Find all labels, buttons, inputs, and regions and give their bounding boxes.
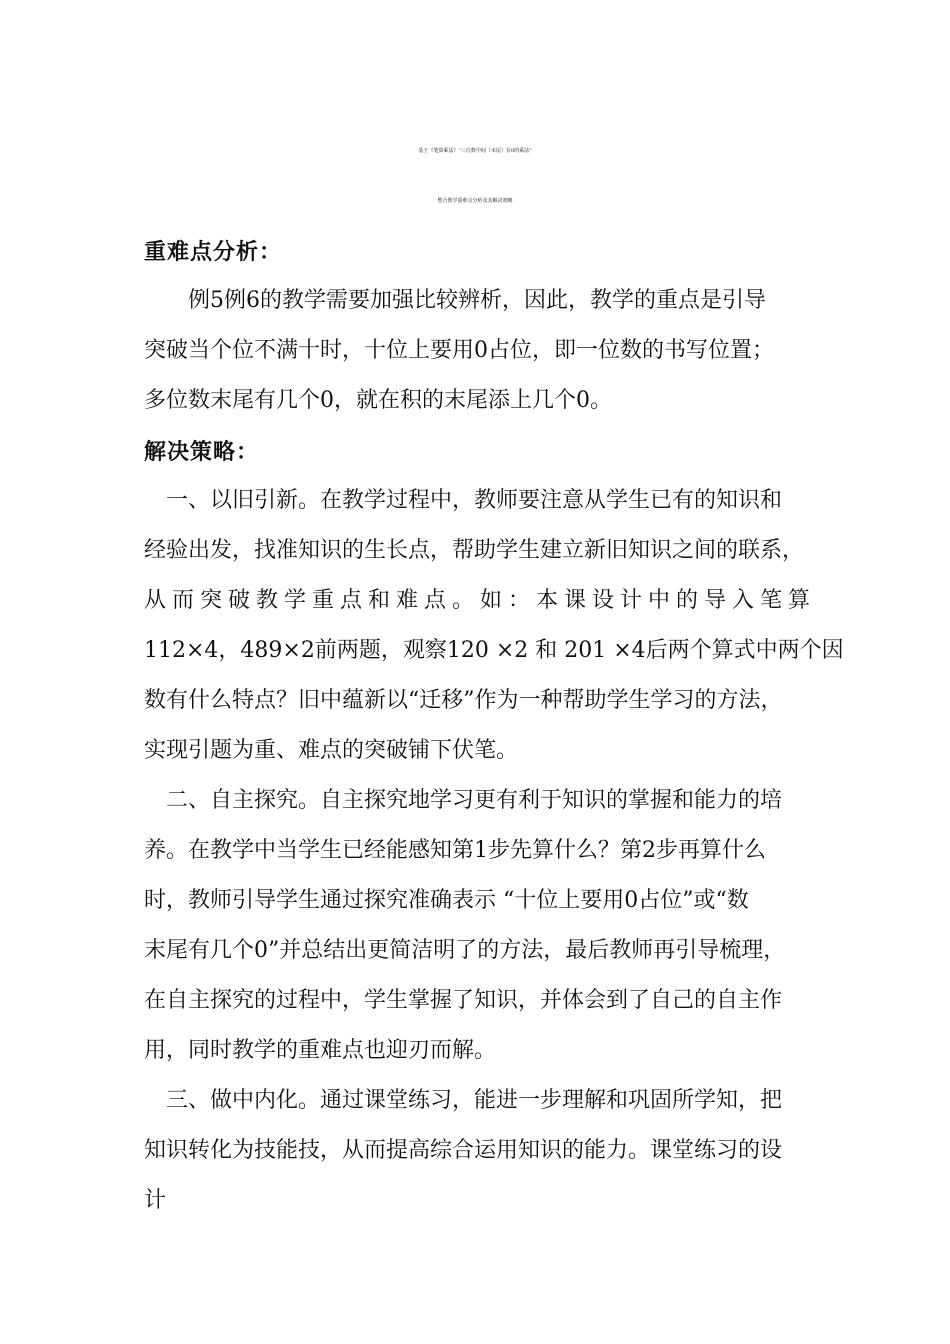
paragraph-line: 在自主探究的过程中，学生掌握了知识，并体会到了自己的自主作 (144, 988, 783, 1013)
paragraph-line: 时，教师引导学生通过探究准确表示 “十位上要用0占位”或“数 (144, 888, 749, 913)
paragraph-line: 计 (144, 1188, 167, 1213)
paragraph-line: 例5例6的教学需要加强比较辨析，因此，教学的重点是引导 (188, 288, 766, 313)
paragraph-line: 末尾有几个0”并总结出更简洁明了的方法，最后教师再引导梳理， (144, 938, 786, 963)
paragraph-line: 一、以旧引新。在教学过程中，教师要注意从学生已有的知识和 (166, 488, 783, 513)
paragraph-line: 突破当个位不满十时，十位上要用0占位，即一位数的书写位置； (144, 338, 774, 363)
section-heading-difficulty-analysis: 重难点分析： (144, 239, 283, 265)
paragraph-line: 经验出发，找准知识的生长点，帮助学生建立新旧知识之间的联系， (144, 538, 805, 563)
section-heading-solution-strategy: 解决策略： (144, 439, 260, 465)
paragraph-line: 实现引题为重、难点的突破铺下伏笔。 (144, 738, 519, 763)
paragraph-line: 养。在教学中当学生已经能感知第1步先算什么？第2步再算什么 (144, 838, 766, 863)
paragraph-line: 用，同时教学的重难点也迎刃而解。 (144, 1038, 497, 1063)
document-title-line-1: 基于《笔算乘法》“三位数中间（末尾）有0的乘法” (418, 148, 532, 154)
paragraph-line: 三、做中内化。通过课堂练习，能进一步理解和巩固所学知，把 (166, 1088, 783, 1113)
paragraph-line: 多位数末尾有几个0，就在积的末尾添上几个0。 (144, 388, 612, 413)
paragraph-line: 从而突破教学重点和难点。如：本课设计中的导入笔算 (144, 588, 817, 613)
paragraph-line: 知识转化为技能技，从而提高综合运用知识的能力。课堂练习的设 (144, 1138, 783, 1163)
paragraph-line: 二、自主探究。自主探究地学习更有利于知识的掌握和能力的培 (166, 788, 783, 813)
document-title-line-2: 整合教学重难点分析及其解决策略 (437, 198, 513, 204)
paragraph-line: 数有什么特点？旧中蕴新以“迁移”作为一种帮助学生学习的方法， (144, 688, 783, 713)
paragraph-line: 112×4，489×2前两题，观察120 ×2 和 201 ×4后两个算式中两个因 (144, 638, 844, 663)
